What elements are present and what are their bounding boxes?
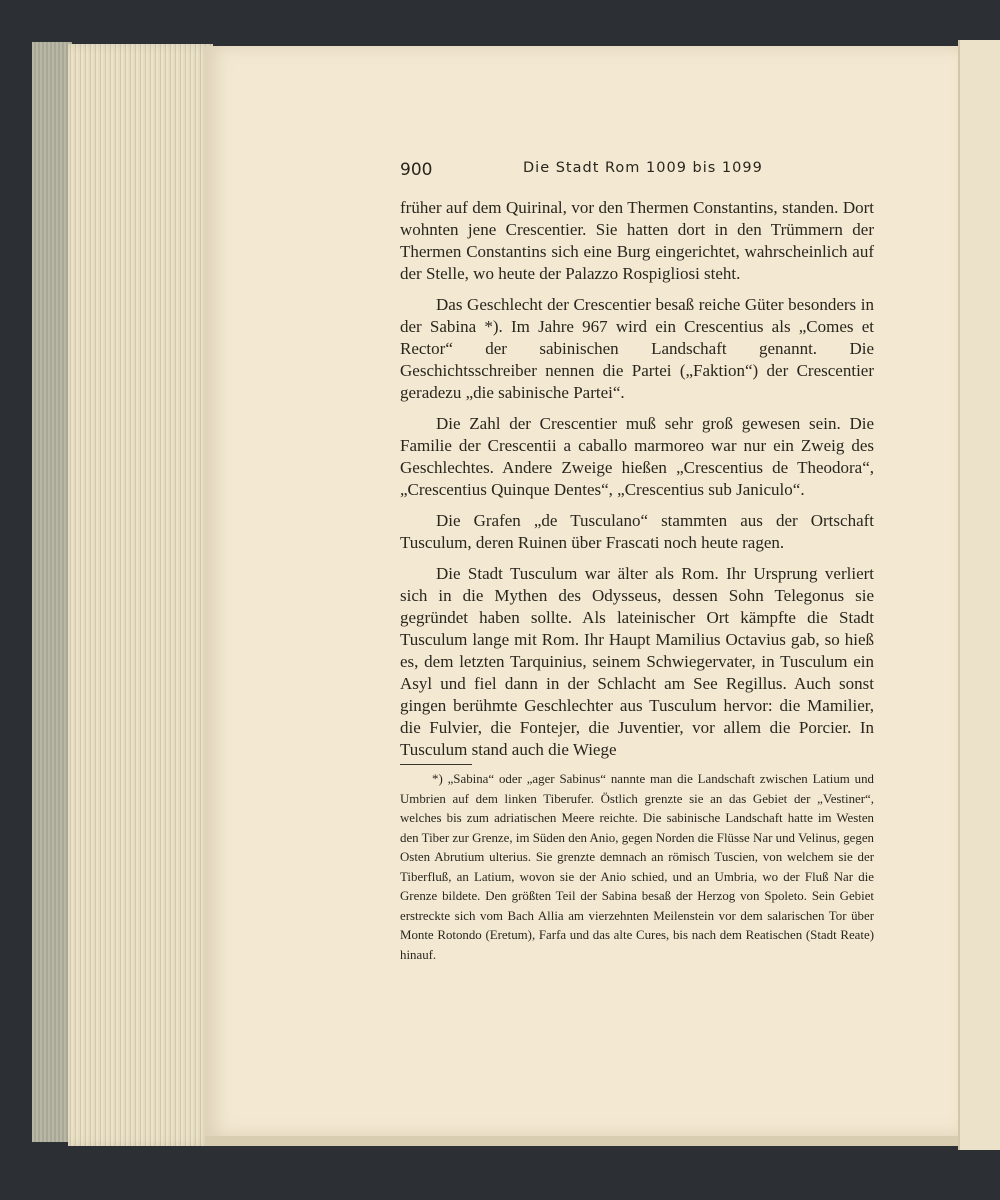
paragraph: Die Grafen „de Tusculano“ stammten aus der Ortschaft Tusculum, deren Ruinen über Frascati noch heute ragen. xyxy=(400,511,874,552)
footnote-text: *) „Sabina“ oder „ager Sabinus“ nannte man die Landschaft zwischen Latium und Umbrien auf dem linken Tiberufer. Östlich grenzte sie an das Gebiet der „Vestiner“, welches bis zum adriatischen Meere reichte. Die sabinische Landschaft hatte im Westen den Tiber zur Grenze, im Süden den Anio, gegen Norden die Flüsse Nar und Velinus, gegen Osten Abrutium ulterius. Sie grenzte demnach an römisch Tuscien, von welchem sie der Tiberfluß, an Latium, wovon sie der Anio schied, und an Umbria, wo der Fluß Nar die Grenze bildete. Den größten Teil der Sabina besaß der Herzog von Spoleto. Sein Gebiet erstreckte sich vom Bach Allia am vierzehnten Meilenstein vor dem salarischen Tor über Monte Rotondo (Eretum), Farfa und das alte Cures, bis nach dem Reatischen (Stadt Reate) hinauf. xyxy=(400,772,874,962)
page-bottom-edge xyxy=(205,1136,958,1146)
paragraph: Die Stadt Tusculum war älter als Rom. Ihr Ursprung verliert sich in die Mythen des Odysseus, dessen Sohn Telegonus sie gegründet haben sollte. Als lateinischer Ort kämpfte die Stadt Tusculum lange mit Rom. Ihr Haupt Mamilius Octavius gab, so hieß es, dem letzten Tarquinius, seinem Schwiegervater, in Tusculum ein Asyl und fiel dann in der Schlacht am See Regillus. Auch sonst gingen berühmte Geschlechter aus Tusculum hervor: die Mamilier, die Fulvier, die Fontejer, die Juventier, vor allem die Porcier. In Tusculum stand auch die Wiege xyxy=(400,564,874,759)
paragraph: Das Geschlecht der Crescentier besaß reiche Güter besonders in der Sabina *). Im Jahre 967 wird ein Crescentius als „Comes et Rector“ der sabinischen Landschaft genannt. Die Geschichtsschreiber nennen die Partei („Faktion“) der Crescentier geradezu „die sabinische Partei“. xyxy=(400,295,874,402)
opposite-page-edge xyxy=(958,40,1000,1150)
book-cover-edge xyxy=(32,42,72,1142)
footnote-divider xyxy=(400,764,472,765)
paragraph: Die Zahl der Crescentier muß sehr groß gewesen sein. Die Familie der Crescentii a caballo marmoreo war nur ein Zweig des Geschlechtes. Andere Zweige hießen „Crescentius de Theodora“, „Crescentius Quinque Dentes“, „Crescentius sub Janiculo“. xyxy=(400,414,874,499)
paragraph: früher auf dem Quirinal, vor den Thermen Constantins, standen. Dort wohnten jene Crescentier. Sie hatten dort in den Trümmern der Thermen Constantins sich eine Burg eingerichtet, wahrscheinlich auf der Stelle, wo heute der Palazzo Rospigliosi steht. xyxy=(400,198,874,283)
body-text xyxy=(400,197,874,770)
page-number: 900 xyxy=(400,160,433,180)
footnote xyxy=(400,770,874,965)
page-stack-edge xyxy=(68,44,213,1146)
running-title: Die Stadt Rom 1009 bis 1099 xyxy=(523,160,763,176)
